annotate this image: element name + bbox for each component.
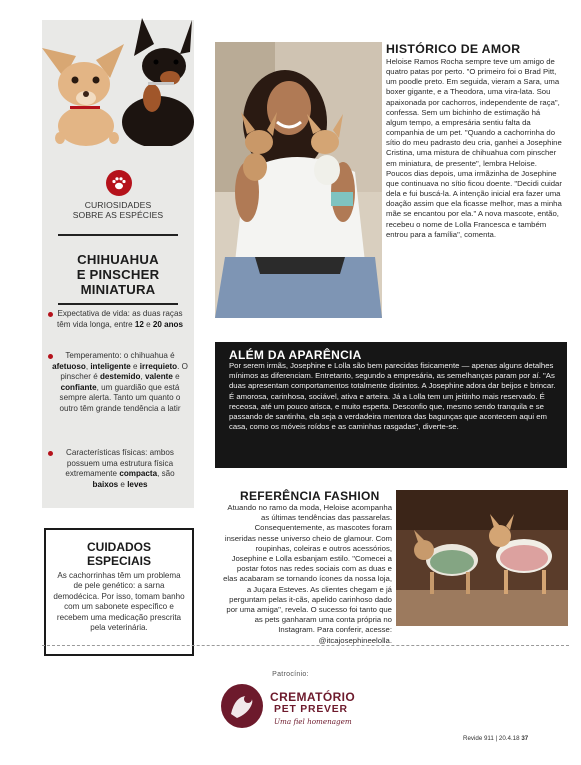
list-item-caracteristicas: Características físicas: ambos possuem uma estrutura física extremamente compacta, são baixos e leves	[52, 448, 188, 490]
divider	[42, 645, 569, 646]
bullet-dot-icon	[48, 312, 53, 317]
cuidados-title-line1: CUIDADOS	[86, 540, 151, 554]
divider	[58, 234, 178, 236]
issue-date: 20.4.18	[498, 735, 520, 742]
list-item-expectativa: Expectativa de vida: as duas raças têm vida longa, entre 12 e 20 anos	[52, 309, 188, 330]
sponsor-name-line2: PET PREVER	[274, 704, 348, 715]
sidebar-title-line1: CHIHUAHUA	[77, 252, 159, 267]
page-number: 37	[521, 735, 529, 742]
historico-title: HISTÓRICO DE AMOR	[386, 42, 521, 56]
dogs-in-outfits-photo	[396, 490, 568, 626]
historico-text: Heloise Ramos Rocha sempre teve um amigo de quatro patas por perto. "O primeiro foi o Brad Pitt, um poodle preto. Em seguida, vieram a Sara, uma boxer gigante, e a Theodora, uma vira-lata. Sou apaixonada por cachorros, independente de raça", confessa. Sem um bichinho de estimação há algum tempo, a empresária sentiu falta da companhia de um pet. "Quando a cachorrinha do sítio do meu padrasto deu cria, ganhei a Josephine Cristina, uma mistura de chihuahua com pinscher em miniatura, de presente", lembra Heloise. Poucos dias depois, uma irmãzinha de Josephine que continuava no sítio ficou doente. "Decidi cuidar dela e fui buscá-la. A intenção inicial era fazer uma doação assim que ela ficasse melhor, mas a minha mãe se encantou por ela." A nova mascote, então, recebeu o nome de Lolla Francesca e também entrou para a família", comenta.	[386, 57, 562, 239]
curiosidades-label	[42, 200, 194, 220]
dogs-photo	[30, 14, 208, 146]
woman-with-dogs-photo	[215, 42, 382, 318]
sponsor-tagline: Uma fiel homenagem	[274, 717, 352, 726]
magazine-name: Revide 911	[463, 735, 494, 742]
alem-text: Por serem irmãs, Josephine e Lolla são bem parecidas fisicamente — apenas alguns detalhes mínimos as diferenciam. Entretanto, segundo a empresária, as semelhanças param por aí. "As duas apresentam comportamentos totalmente distintos. A Josephine adora dar beijos e brincar. É amorosa, carinhosa, sociável, ativa e arteira. Já a Lolla tem um jeitinho mais reservado. É receosa, até um pouco arisca, e muito esperta. Desconfio que, mesmo sendo tranquila e se passando de santinha, ela seja a verdadeira mentora das bagunças que acontecem aqui em casa, como os móveis roídos e as caminhas rasgadas", diverte-se.	[229, 361, 556, 432]
bullet-dot-icon	[48, 451, 53, 456]
sidebar-title-line3: MINIATURA	[80, 282, 156, 297]
alem-title: ALÉM DA APARÊNCIA	[229, 348, 362, 362]
sponsor-logo-icon	[221, 684, 263, 728]
cuidados-text: As cachorrinhas têm um problema de pele genético: a sarna demodécica. Por isso, tomam banho com um sabonete específico e recebem uma medicação prescrita pela veterinária.	[53, 571, 185, 633]
cuidados-title	[44, 541, 194, 568]
sidebar-title-line2: E PINSCHER	[76, 267, 160, 282]
curiosidades-line2: SOBRE AS ESPÉCIES	[72, 210, 164, 220]
list-item-temperamento: Temperamento: o chihuahua é afetuoso, inteligente e irrequieto. O pinscher é destemido, valente e confiante, um guardião que está sempre alerta. Tanto um quanto o outro têm grande tendência a latir	[52, 351, 188, 415]
sidebar-title	[42, 252, 194, 297]
footer-separator: |	[495, 735, 498, 742]
curiosidades-line1: CURIOSIDADES	[84, 200, 152, 210]
patrocinio-label: Patrocínio:	[272, 671, 309, 678]
page-footer	[463, 735, 528, 742]
paw-icon	[106, 170, 132, 196]
cuidados-title-line2: ESPECIAIS	[86, 553, 152, 568]
sponsor-name-line1: CREMATÓRIO	[270, 690, 356, 704]
divider	[58, 303, 178, 305]
referencia-text: Atuando no ramo da moda, Heloise acompanha as últimas tendências das passarelas. Consequentemente, as mascotes foram inseridas nesse universo cheio de glamour. Com roupinhas, coleiras e outros acessórios, Josephine e Lolla esbanjam estilo. "Comecei a postar fotos nas redes sociais com as duas e elas acabaram se tornando ícones da nossa loja, a Juçara Esteves. As clientes chegam e já perguntam pelas it-cãs, apelido carinhoso dado por uma amiga", revela. O sucesso foi tanto que as pets ganharam uma conta própria no Instagram. Para conferir, acesse: @itcajosephineelolla.	[223, 503, 392, 645]
bullet-dot-icon	[48, 354, 53, 359]
referencia-title: REFERÊNCIA FASHION	[240, 489, 380, 503]
